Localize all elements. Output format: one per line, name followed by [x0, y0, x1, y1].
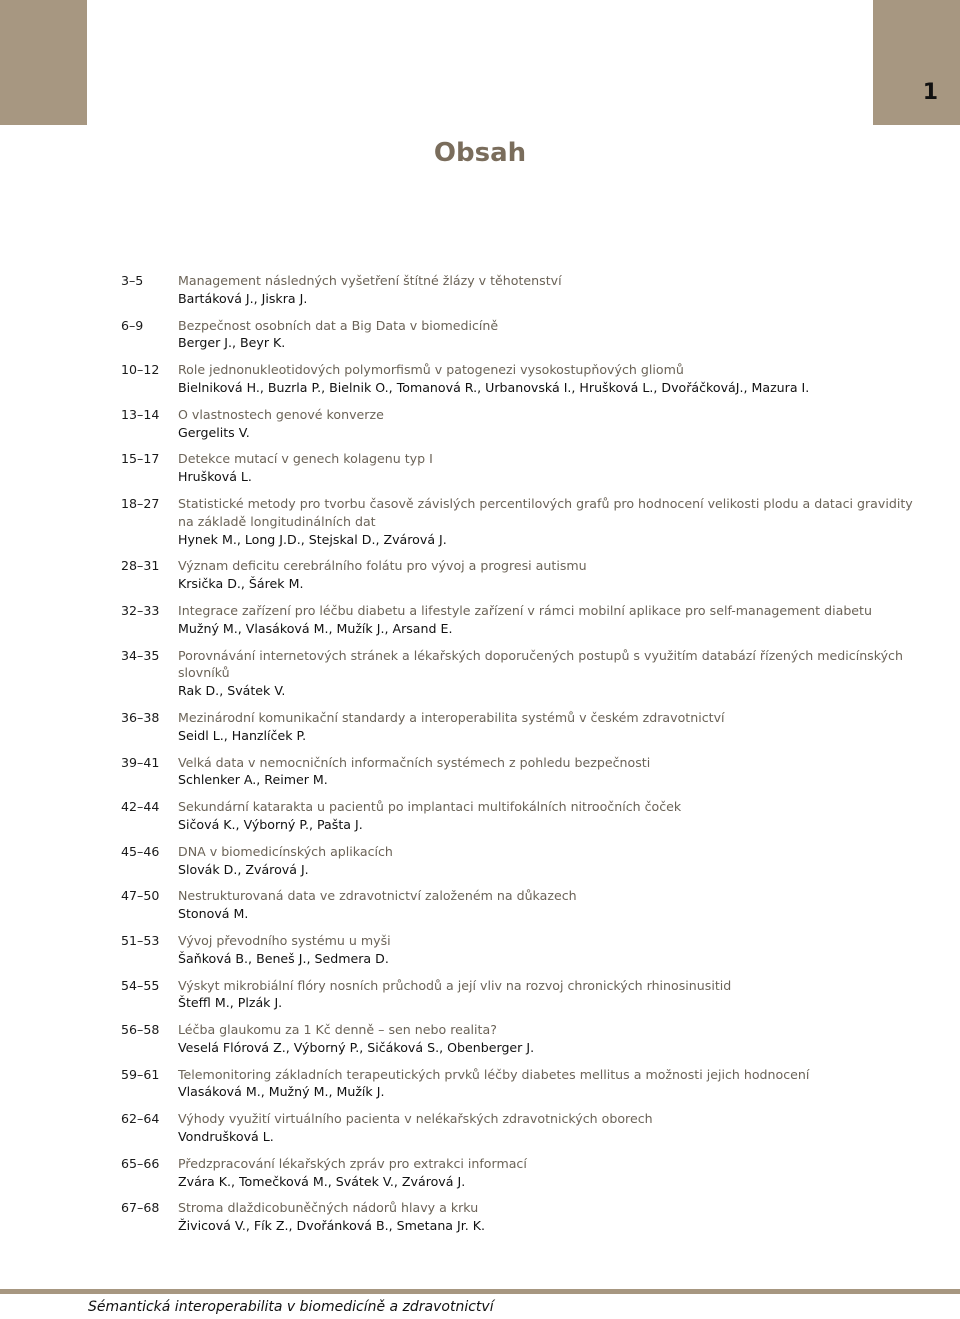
toc-entry-authors: Bielniková H., Buzrla P., Bielnik O., Tomanová R., Urbanovská I., Hrušková L., DvořáčkováJ., Mazura I.: [178, 379, 810, 395]
toc-entry-title: Detekce mutací v genech kolagenu typ I: [178, 451, 433, 467]
toc-entry-body: [178, 450, 916, 486]
toc-entry-title: Telemonitoring základních terapeutických prvků léčby diabetes mellitus a možnosti jejich hodnocení: [178, 1066, 810, 1082]
toc-entry-title: Statistické metody pro tvorbu časově závislých percentilových grafů pro hodnocení velikosti plodu a dataci gravidity na základě longitudinálních dat: [178, 495, 913, 529]
toc-entry-body: [178, 1199, 916, 1235]
toc-entry: [121, 1155, 916, 1191]
toc-entry-pages: 28–31: [121, 558, 160, 574]
toc-entry-title: Mezinárodní komunikační standardy a interoperabilita systémů v českém zdravotnictví: [178, 709, 725, 725]
toc-entry-title: O vlastnostech genové konverze: [178, 406, 384, 422]
toc-entry-title: Sekundární katarakta u pacientů po implantaci multifokálních nitroočních čoček: [178, 799, 682, 815]
toc-entry: [121, 1199, 916, 1235]
toc-entry-title: DNA v biomedicínských aplikacích: [178, 843, 393, 859]
toc-entry-pages: 54–55: [121, 977, 160, 993]
toc-entry-authors: Bartáková J., Jiskra J.: [178, 290, 308, 306]
toc-entry-authors: Zvára K., Tomečková M., Svátek V., Zvárová J.: [178, 1173, 466, 1189]
toc-entry-title: Bezpečnost osobních dat a Big Data v biomedicíně: [178, 317, 499, 333]
toc-entry-authors: Veselá Flórová Z., Výborný P., Sičáková S., Obenberger J.: [178, 1039, 535, 1055]
toc-entry-body: [178, 754, 916, 790]
toc-entry-body: [178, 709, 916, 745]
toc-entry-pages: 15–17: [121, 451, 160, 467]
toc-entry-authors: Gergelits V.: [178, 424, 250, 440]
toc-entry: [121, 977, 916, 1013]
toc-entry-body: [178, 1066, 916, 1102]
toc-entry-title: Velká data v nemocničních informačních systémech z pohledu bezpečnosti: [178, 754, 651, 770]
toc-entry-body: [178, 406, 916, 442]
corner-decoration-left: [0, 0, 87, 125]
toc-entry-body: [178, 602, 916, 638]
toc-entry-title: Management následných vyšetření štítné žlázy v těhotenství: [178, 273, 562, 288]
toc-entry-title: Stroma dlaždicobuněčných nádorů hlavy a krku: [178, 1200, 479, 1216]
toc-entry-title: Role jednonukleotidových polymorfismů v patogenezi vysokostupňových gliomů: [178, 362, 684, 378]
toc-entry-pages: 6–9: [121, 317, 144, 333]
toc-entry-body: [178, 1110, 916, 1146]
toc-entry: [121, 932, 916, 968]
toc-entry-title: Předzpracování lékařských zpráv pro extrakci informací: [178, 1155, 527, 1171]
toc-entry-body: [178, 977, 916, 1013]
toc-entry-title: Integrace zařízení pro léčbu diabetu a lifestyle zařízení v rámci mobilní aplikace pro self-management diabetu: [178, 602, 872, 618]
toc-entry-authors: Rak D., Svátek V.: [178, 683, 286, 699]
toc-entry-pages: 62–64: [121, 1111, 160, 1127]
toc-entry-authors: Vlasáková M., Mužný M., Mužík J.: [178, 1084, 385, 1100]
page-number: 1: [922, 80, 938, 105]
toc-entry-authors: Hynek M., Long J.D., Stejskal D., Zvárová J.: [178, 531, 447, 547]
toc-entry-authors: Šteffl M., Plzák J.: [178, 995, 283, 1011]
toc-entry-pages: 45–46: [121, 843, 160, 859]
toc-entry-pages: 3–5: [121, 273, 144, 288]
toc-entry-title: Léčba glaukomu za 1 Kč denně – sen nebo realita?: [178, 1022, 497, 1038]
toc-entry-pages: 32–33: [121, 602, 160, 618]
toc-entry-body: [178, 843, 916, 879]
toc-entry-pages: 13–14: [121, 406, 160, 422]
toc-entry: [121, 709, 916, 745]
toc-entry-authors: Seidl L., Hanzlíček P.: [178, 727, 307, 743]
toc-entry-body: [178, 887, 916, 923]
toc-entry: [121, 557, 916, 593]
toc-entry-authors: Berger J., Beyr K.: [178, 335, 286, 351]
toc-entry-title: Výhody využití virtuálního pacienta v nelékařských zdravotnických oborech: [178, 1111, 653, 1127]
toc-entry-body: [178, 317, 916, 353]
toc-entry-body: [178, 1021, 916, 1057]
toc-entry: [121, 1021, 916, 1057]
footer-divider: [0, 1289, 960, 1294]
toc-entry: [121, 495, 916, 548]
toc-entry-pages: 67–68: [121, 1200, 160, 1216]
table-of-contents: [121, 272, 916, 1244]
toc-entry-pages: 10–12: [121, 362, 160, 378]
toc-entry-body: [178, 557, 916, 593]
toc-entry-body: [178, 932, 916, 968]
toc-entry-authors: Mužný M., Vlasáková M., Mužík J., Arsand E.: [178, 620, 453, 636]
toc-entry-body: [178, 272, 916, 308]
toc-entry-title: Porovnávání internetových stránek a lékařských doporučených postupů s využitím databází řízených medicínských slovníků: [178, 647, 903, 681]
toc-entry: [121, 1066, 916, 1102]
toc-entry-authors: Schlenker A., Reimer M.: [178, 772, 328, 788]
toc-entry-pages: 65–66: [121, 1155, 160, 1171]
toc-entry: [121, 887, 916, 923]
toc-entry: [121, 406, 916, 442]
toc-entry-pages: 18–27: [121, 495, 160, 511]
toc-entry-body: [178, 647, 916, 700]
toc-entry-pages: 51–53: [121, 932, 160, 948]
toc-entry-pages: 56–58: [121, 1022, 160, 1038]
toc-entry-authors: Vondrušková L.: [178, 1129, 274, 1145]
toc-entry-pages: 34–35: [121, 647, 160, 663]
toc-entry-pages: 42–44: [121, 799, 160, 815]
toc-entry-authors: Slovák D., Zvárová J.: [178, 861, 309, 877]
toc-entry-authors: Živicová V., Fík Z., Dvořánková B., Smetana Jr. K.: [178, 1218, 486, 1234]
toc-entry: [121, 450, 916, 486]
toc-entry-body: [178, 798, 916, 834]
toc-entry-pages: 47–50: [121, 888, 160, 904]
toc-entry-title: Význam deficitu cerebrálního folátu pro vývoj a progresi autismu: [178, 558, 587, 574]
toc-entry: [121, 798, 916, 834]
toc-entry-authors: Hrušková L.: [178, 469, 252, 485]
toc-entry-authors: Krsička D., Šárek M.: [178, 576, 304, 592]
toc-entry-body: [178, 495, 916, 548]
toc-entry: [121, 754, 916, 790]
toc-entry: [121, 272, 916, 308]
toc-entry-authors: Sičová K., Výborný P., Pašta J.: [178, 816, 363, 832]
toc-entry-pages: 39–41: [121, 754, 160, 770]
toc-entry-authors: Šaňková B., Beneš J., Sedmera D.: [178, 950, 389, 966]
toc-entry: [121, 1110, 916, 1146]
footer-title: Sémantická interoperabilita v biomedicíně a zdravotnictví: [88, 1299, 494, 1315]
toc-entry-title: Výskyt mikrobiální flóry nosních průchodů a její vliv na rozvoj chronických rhinosinusitid: [178, 977, 732, 993]
toc-entry-authors: Stonová M.: [178, 906, 249, 922]
toc-entry-title: Nestrukturovaná data ve zdravotnictví založeném na důkazech: [178, 888, 577, 904]
toc-entry-body: [178, 1155, 916, 1191]
toc-entry-pages: 36–38: [121, 709, 160, 725]
toc-entry: [121, 843, 916, 879]
toc-entry: [121, 647, 916, 700]
toc-entry-pages: 59–61: [121, 1066, 160, 1082]
toc-entry: [121, 361, 916, 397]
corner-decoration-right: [873, 0, 960, 125]
toc-entry: [121, 602, 916, 638]
toc-entry-title: Vývoj převodního systému u myši: [178, 932, 391, 948]
toc-entry: [121, 317, 916, 353]
toc-entry-body: [178, 361, 916, 397]
page-title: Obsah: [433, 138, 527, 168]
